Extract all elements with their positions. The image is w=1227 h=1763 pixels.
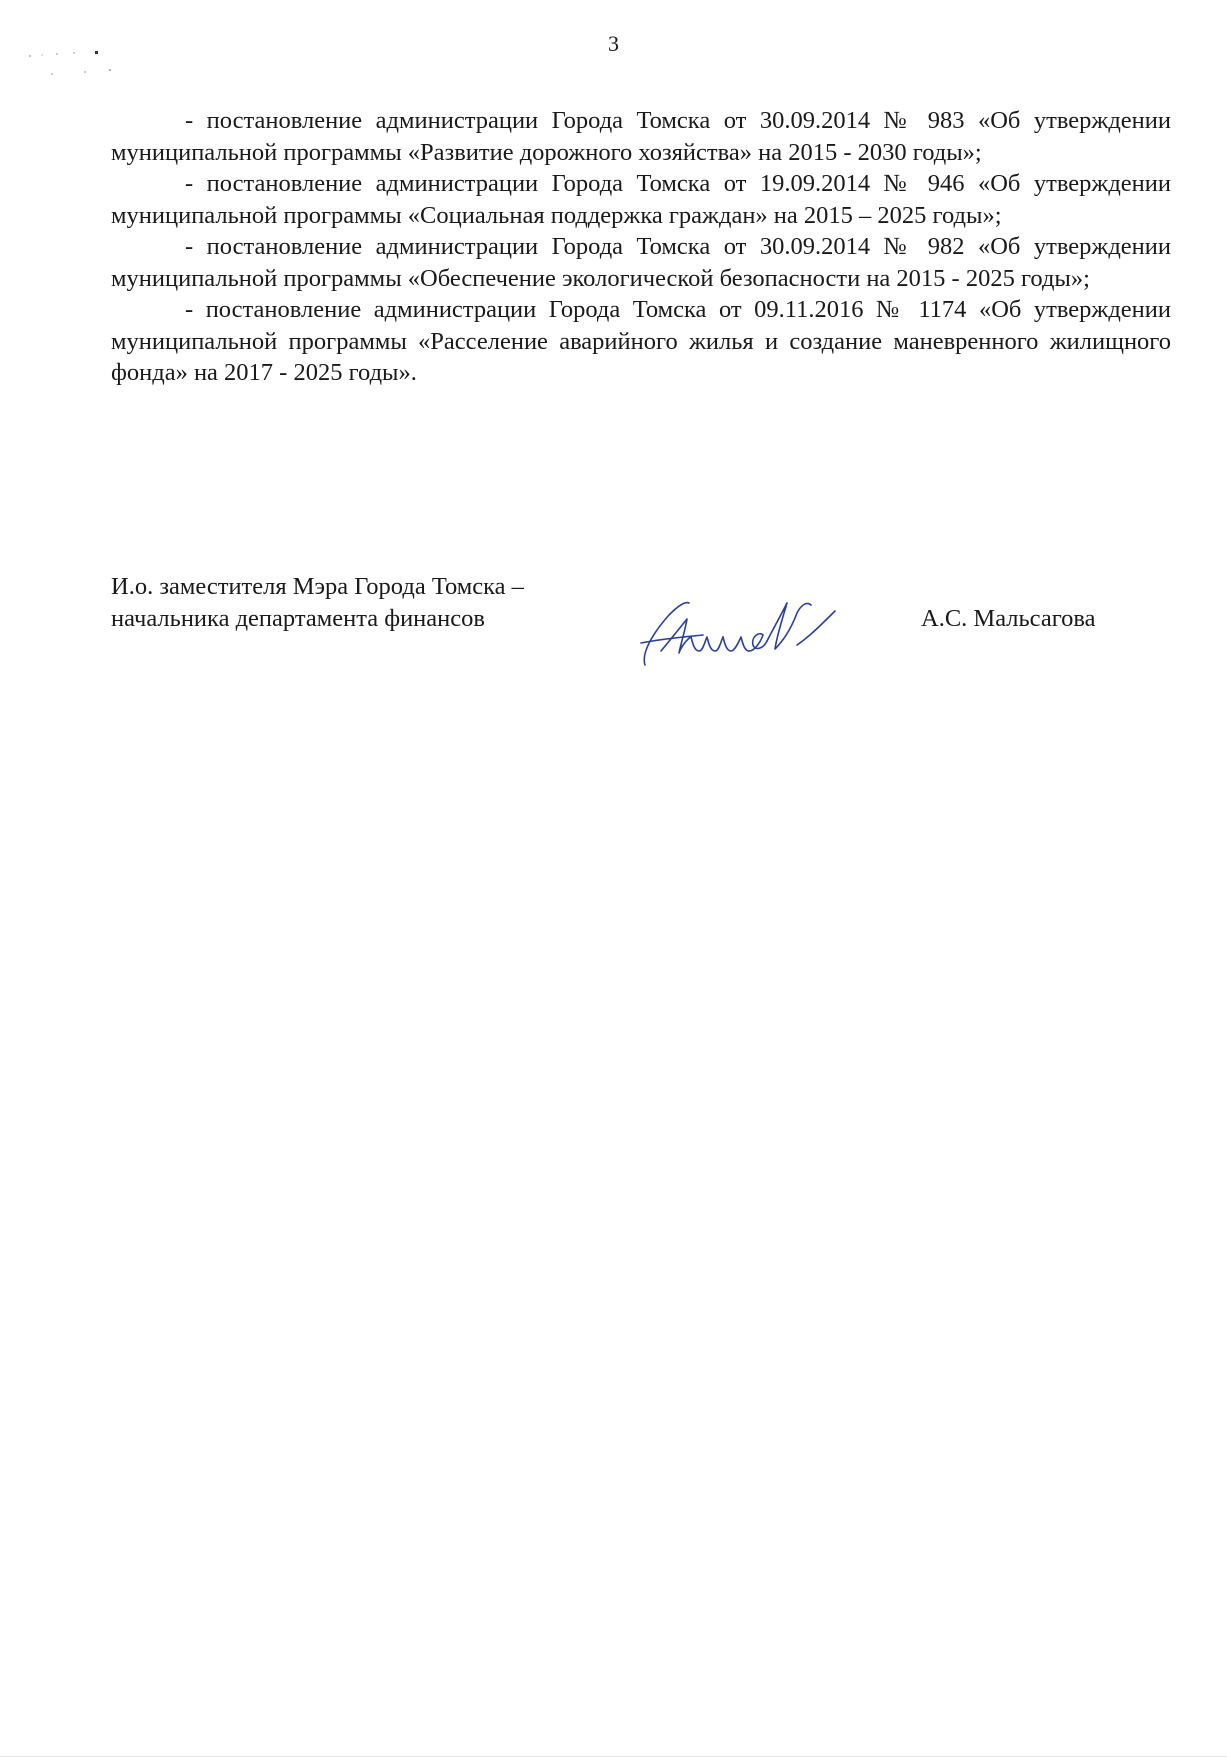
signatory-name: А.С. Мальсагова <box>921 604 1096 632</box>
signatory-position-line: И.о. заместителя Мэра Города Томска – <box>111 573 524 600</box>
signatory-position-line: начальника департамента финансов <box>111 604 485 632</box>
list-item: - постановление администрации Города Томска от 19.09.2014 № 946 «Об утверждении муниципальной программы «Социальная поддержка граждан» на 2015 – 2025 годы»; <box>111 170 1171 229</box>
scan-noise-marks <box>22 46 132 86</box>
scan-edge-line <box>0 1756 1227 1757</box>
signatory-position <box>111 571 524 634</box>
list-item: - постановление администрации Города Томска от 30.09.2014 № 982 «Об утверждении муниципальной программы «Обеспечение экологической безопасности на 2015 - 2025 годы»; <box>111 233 1171 292</box>
signature-block <box>111 571 1171 691</box>
list-item: - постановление администрации Города Томска от 30.09.2014 № 983 «Об утверждении муниципальной программы «Развитие дорожного хозяйства» на 2015 - 2030 годы»; <box>111 107 1171 166</box>
document-body <box>111 105 1171 389</box>
list-item: - постановление администрации Города Томска от 09.11.2016 № 1174 «Об утверждении муниципальной программы «Расселение аварийного жилья и создание маневренного жилищного фонда» на 2017 - 2025 годы». <box>111 296 1171 386</box>
handwritten-signature <box>631 593 861 673</box>
page-number: 3 <box>608 31 619 56</box>
